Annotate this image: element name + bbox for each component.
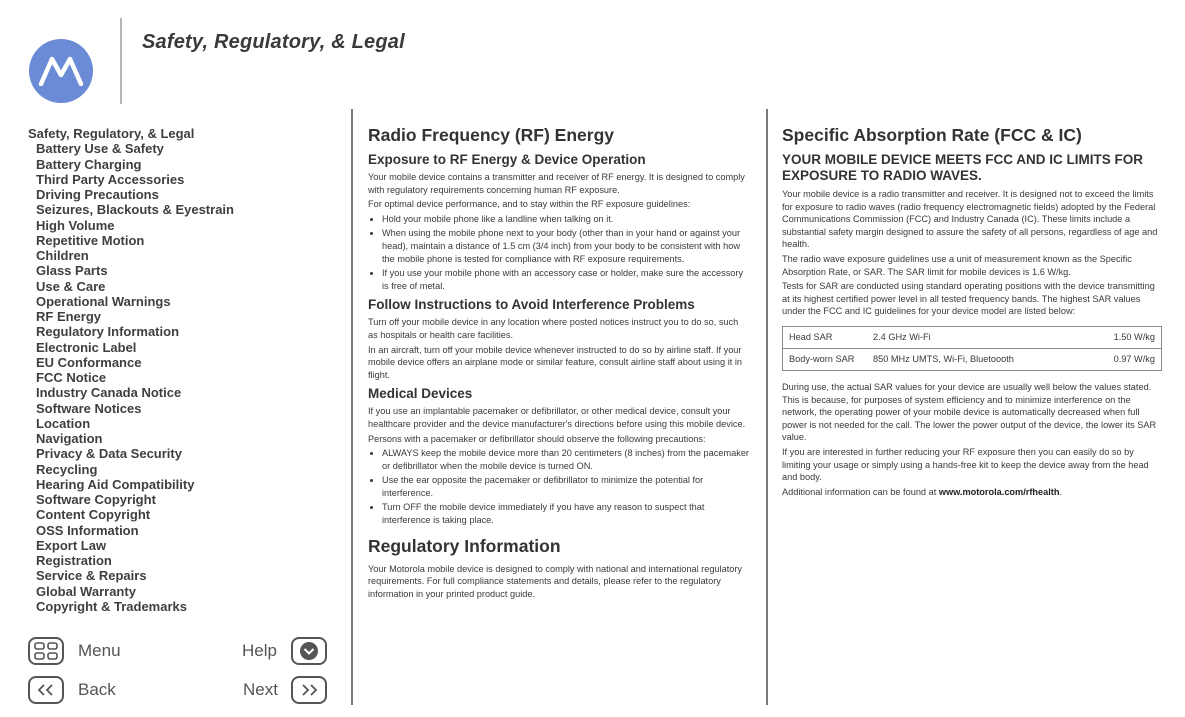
regulatory-heading: Regulatory Information [368, 535, 561, 556]
motorola-logo [29, 39, 93, 103]
table-cell-band: 2.4 GHz Wi-Fi [867, 326, 1089, 348]
sidebar-item-oss-information[interactable]: OSS Information [36, 522, 139, 538]
sidebar-item-high-volume[interactable]: High Volume [36, 217, 115, 233]
sar-link-suffix: . [1059, 486, 1063, 497]
list-item: • If you use your mobile phone with an accessory case or holder, make sure the accessory is free of metal. [382, 267, 749, 292]
sar-paragraph-1: Your mobile device is a radio transmitter and receiver. It is designed not to exceed the limits for exposure to radio waves (radio frequency electromagnetic fields) adopted by the Federal Communications Commission (FCC) and Industry Canada (IC). These limits include a substantial safety margin designed to assure the safety of all persons, regardless of age and health. [782, 189, 1158, 250]
sidebar-item-software-notices[interactable]: Software Notices [36, 400, 142, 416]
right-column [782, 124, 1162, 500]
sidebar-item-service-repairs[interactable]: Service & Repairs [36, 568, 147, 584]
exposure-list [368, 213, 749, 293]
sidebar-item-privacy[interactable]: Privacy & Data Security [36, 446, 182, 462]
next-button[interactable] [291, 676, 327, 704]
back-button[interactable] [28, 676, 64, 704]
list-item: • Use the ear opposite the pacemaker or defibrillator to minimize the potential for interference. [382, 474, 749, 499]
sidebar-item-battery-use[interactable]: Battery Use & Safety [36, 141, 164, 157]
rf-energy-heading: Radio Frequency (RF) Energy [368, 125, 615, 145]
sidebar-item-third-party-accessories[interactable]: Third Party Accessories [36, 171, 185, 187]
exposure-heading: Exposure to RF Energy & Device Operation [368, 152, 646, 167]
table-row [783, 326, 1162, 348]
medical-heading: Medical Devices [368, 386, 473, 402]
sidebar-item-fcc-notice[interactable]: FCC Notice [36, 370, 107, 385]
double-chevron-left-icon [36, 683, 56, 697]
sidebar-item-content-copyright[interactable]: Content Copyright [36, 507, 151, 523]
sidebar-item-software-copyright[interactable]: Software Copyright [36, 492, 156, 507]
sidebar-item-battery-charging[interactable]: Battery Charging [36, 156, 142, 172]
sar-paragraph-4: During use, the actual SAR values for your device are usually well below the values stated. This is because, for purposes of system efficiency and to minimize interference on the network, the operating power of your mobile device is automatically decreased when full power is not needed for the call. The lower the power output of the device, the lower its SAR value. [782, 381, 1157, 443]
list-item: • Turn OFF the mobile device immediately if you have any reason to suspect that interference is taking place. [382, 501, 749, 526]
table-cell-position: Head SAR [783, 326, 868, 348]
sidebar-item-rf-energy[interactable]: RF Energy [36, 309, 102, 324]
motorola-m-icon [38, 56, 84, 86]
sidebar-item-export-law[interactable]: Export Law [36, 537, 107, 553]
menu-label[interactable]: Menu [78, 641, 121, 660]
sar-heading: Specific Absorption Rate (FCC & IC) [782, 125, 1082, 145]
sar-paragraph-5: If you are interested in further reducing your RF exposure then you can easily do so by limiting your usage or simply using a hands-free kit to keep the device away from the head and body. [782, 446, 1149, 483]
sidebar-item-hearing-aid[interactable]: Hearing Aid Compatibility [36, 476, 195, 492]
sidebar-item-copyright-trademarks[interactable]: Copyright & Trademarks [36, 598, 187, 614]
middle-column [368, 124, 749, 602]
sidebar-item-industry-canada[interactable]: Industry Canada Notice [36, 385, 182, 401]
table-row [783, 348, 1162, 370]
interference-heading: Follow Instructions to Avoid Interference Problems [368, 297, 695, 313]
table-cell-value: 1.50 W/kg [1089, 326, 1162, 348]
medical-list [368, 447, 749, 527]
rfhealth-link[interactable]: www.motorola.com/rfhealth [938, 486, 1060, 497]
sidebar-item-global-warranty[interactable]: Global Warranty [36, 583, 136, 599]
sidebar-nav [28, 126, 346, 614]
sidebar-item-seizures[interactable]: Seizures, Blackouts & Eyestrain [36, 202, 234, 218]
list-item: • When using the mobile phone next to your body (other than in your hand or against your head), maintain a distance of 1.5 cm (3/4 inch) from your body to be consistent with how the mobile phone is tested for compliance with RF exposure requirements. [382, 227, 749, 265]
table-cell-band: 850 MHz UMTS, Wi-Fi, Bluetoooth [867, 348, 1089, 370]
sidebar-item-eu-conformance[interactable]: EU Conformance [36, 354, 142, 370]
help-label[interactable]: Help [242, 641, 277, 660]
sidebar-item-safety-regulatory-legal[interactable]: Safety, Regulatory, & Legal [28, 126, 195, 141]
sar-caps-heading: YOUR MOBILE DEVICE MEETS FCC AND IC LIMITS FOR EXPOSURE TO RADIO WAVES. [782, 152, 1144, 183]
back-label[interactable]: Back [78, 680, 116, 699]
table-cell-position: Body-worn SAR [783, 348, 868, 370]
list-item: • ALWAYS keep the mobile device more than 20 centimeters (8 inches) from the pacemaker or defibrillator when the mobile device is turned ON. [382, 447, 749, 472]
sidebar-item-driving-precautions[interactable]: Driving Precautions [36, 187, 159, 202]
double-chevron-right-icon [299, 683, 319, 697]
page-title: Safety, Regulatory, & Legal [142, 31, 405, 53]
interference-paragraph-2: In an aircraft, turn off your mobile device whenever instructed to do so by airline staff. If your mobile device offers an airplane mode or similar feature, consult airline staff about using it in flight. [368, 344, 742, 380]
sar-table [782, 326, 1162, 371]
sidebar-item-operational-warnings[interactable]: Operational Warnings [36, 293, 171, 309]
medical-paragraph-2: Persons with a pacemaker or defibrillator should observe the following precautions: [368, 433, 706, 444]
column-divider-left [351, 109, 353, 705]
regulatory-paragraph: Your Motorola mobile device is designed to comply with national and international regulatory requirements. For full compliance statements and details, please refer to the regulatory information in your printed product guide. [368, 563, 743, 599]
list-item: • Hold your mobile phone like a landline when talking on it. [382, 213, 749, 226]
help-button[interactable] [291, 637, 327, 665]
sidebar-item-electronic-label[interactable]: Electronic Label [36, 339, 137, 355]
sar-paragraph-3: Tests for SAR are conducted using standard operating positions with the device transmitting at its highest certified power level in all tested frequency bands. The highest SAR values under the FCC and IC guidelines for your device model are listed below: [782, 281, 1155, 317]
exposure-paragraph-2: For optimal device performance, and to stay within the RF exposure guidelines: [368, 199, 691, 210]
sar-paragraph-6 [782, 486, 1162, 499]
header-divider [120, 18, 122, 104]
sar-paragraph-2: The radio wave exposure guidelines use a unit of measurement known as the Specific Absorption Rate, or SAR. The SAR limit for mobile devices is 1.6 W/kg. [782, 253, 1132, 277]
sidebar-item-regulatory-information[interactable]: Regulatory Information [36, 324, 180, 340]
sidebar-item-glass-parts[interactable]: Glass Parts [36, 263, 108, 279]
sidebar-item-registration[interactable]: Registration [36, 553, 112, 568]
sidebar-item-navigation[interactable]: Navigation [36, 431, 103, 446]
sidebar-item-repetitive-motion[interactable]: Repetitive Motion [36, 232, 145, 248]
sidebar-item-location[interactable]: Location [36, 415, 91, 431]
next-label[interactable]: Next [243, 680, 278, 699]
exposure-paragraph-1: Your mobile device contains a transmitter and receiver of RF energy. It is designed to comply with regulatory requirements concerning human RF exposure. [368, 172, 745, 195]
medical-paragraph-1: If you use an implantable pacemaker or defibrillator, or other medical device, consult your healthcare provider and the device manufacturer's directions before using this mobile device. [368, 406, 746, 429]
help-chevron-down-icon [299, 641, 319, 661]
menu-button[interactable] [28, 637, 64, 665]
column-divider-right [766, 109, 768, 705]
sidebar-item-use-care[interactable]: Use & Care [36, 278, 106, 294]
interference-paragraph-1: Turn off your mobile device in any location where posted notices instruct you to do so, such as hospitals or health care facilities. [368, 317, 739, 340]
sidebar-item-recycling[interactable]: Recycling [36, 461, 98, 477]
grid-icon [34, 642, 58, 660]
sar-link-prefix: Additional information can be found at [782, 486, 939, 497]
sidebar-item-children[interactable]: Children [36, 248, 89, 263]
table-cell-value: 0.97 W/kg [1089, 348, 1162, 370]
